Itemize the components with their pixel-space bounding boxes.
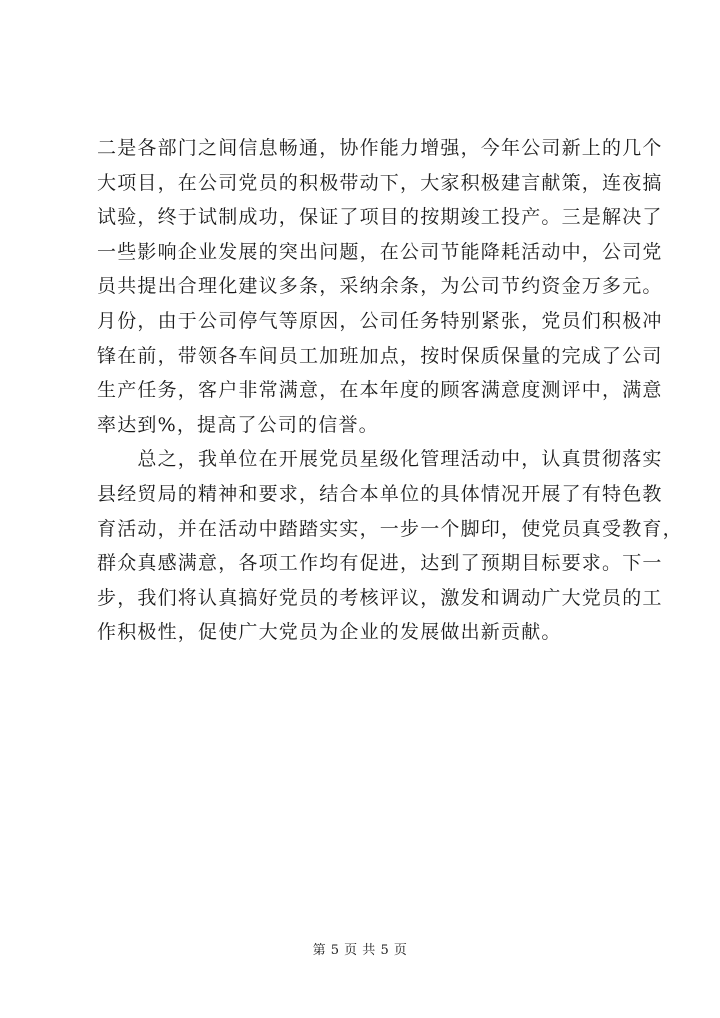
text-line: 一些影响企业发展的突出问题，在公司节能降耗活动中，公司党	[97, 240, 663, 263]
text-line: 县经贸局的精神和要求，结合本单位的具体情况开展了有特色教	[97, 482, 663, 505]
text-line: 员共提出合理化建议多条，采纳余条，为公司节约资金万多元。	[97, 275, 663, 298]
text-line: 总之，我单位在开展党员星级化管理活动中，认真贯彻落实	[97, 448, 663, 471]
text-line: 大项目，在公司党员的积极带动下，大家积极建言献策，连夜搞	[97, 171, 663, 194]
text-line: 锋在前，带领各车间员工加班加点，按时保质保量的完成了公司	[97, 344, 663, 367]
text-line: 群众真感满意，各项工作均有促进，达到了预期目标要求。下一	[97, 552, 663, 575]
text-line: 试验，终于试制成功，保证了项目的按期竣工投产。三是解决了	[97, 206, 663, 229]
page-number-footer: 第 5 页 共 5 页	[312, 943, 408, 958]
text-line: 二是各部门之间信息畅通，协作能力增强，今年公司新上的几个	[97, 137, 663, 159]
text-line: 作积极性，促使广大党员为企业的发展做出新贡献。	[97, 621, 562, 644]
paragraph-1	[97, 131, 663, 442]
text-line: 率达到%，提高了公司的信誉。	[97, 413, 379, 436]
text-line: 生产任务，客户非常满意，在本年度的顾客满意度测评中，满意	[97, 379, 663, 402]
text-line: 步，我们将认真搞好党员的考核评议，激发和调动广大党员的工	[97, 586, 663, 609]
document-body	[97, 131, 683, 650]
paragraph-2	[97, 442, 683, 650]
text-line: 月份，由于公司停气等原因，公司任务特别紧张，党员们积极冲	[97, 309, 663, 332]
text-line: 育活动，并在活动中踏踏实实，一步一个脚印，使党员真受教育，	[97, 517, 683, 540]
